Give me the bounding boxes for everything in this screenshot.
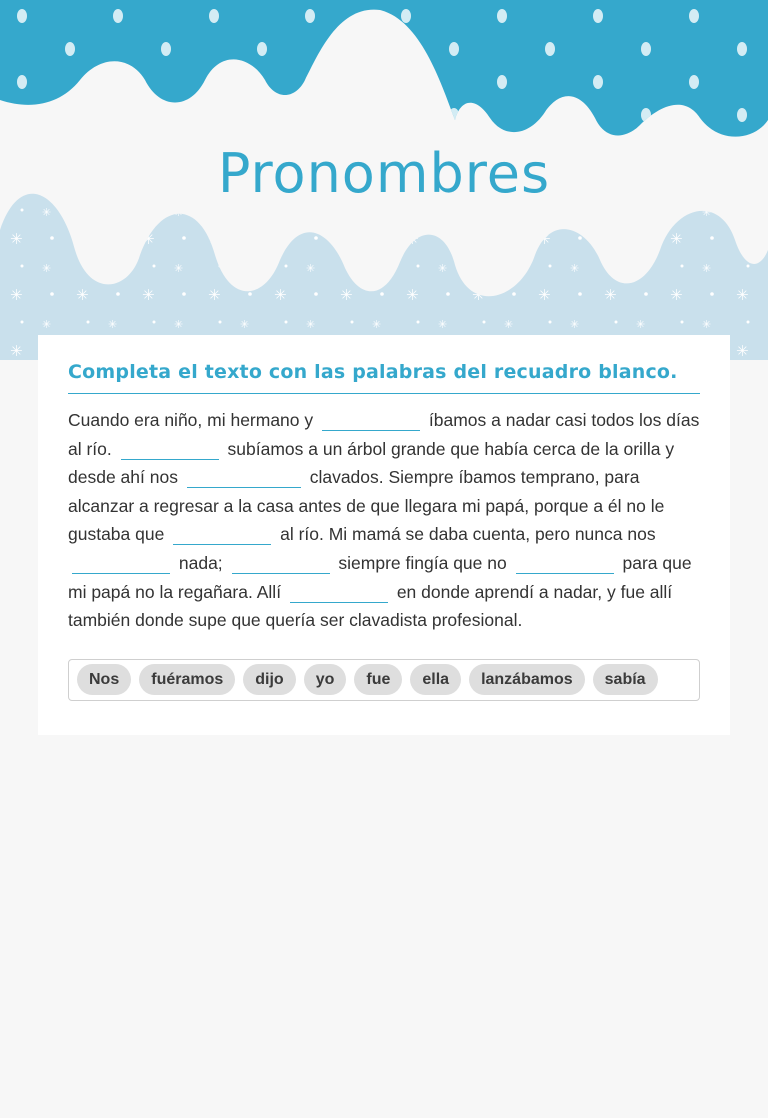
word-chip-lanzabamos[interactable]: lanzábamos <box>469 664 585 695</box>
word-chip-yo[interactable]: yo <box>304 664 347 695</box>
passage-segment: al río. Mi mamá se daba cuenta, pero nunca nos <box>280 524 656 545</box>
word-chip-fue[interactable]: fue <box>354 664 402 695</box>
header-banner <box>0 0 768 360</box>
blank-7[interactable] <box>516 553 614 574</box>
instruction-text: Completa el texto con las palabras del recuadro blanco. <box>68 361 700 394</box>
blank-4[interactable] <box>173 524 271 545</box>
blank-8[interactable] <box>290 582 388 603</box>
passage-segment: clavados. Siempre íbamos temprano, para alcanzar a regresar a la casa antes de que llegara mi papá, porque a él no le gustaba que <box>68 467 665 545</box>
blank-5[interactable] <box>72 553 170 574</box>
page-title: Pronombres <box>217 142 551 205</box>
passage-segment: íbamos a nadar casi todos los días al río. <box>68 410 700 459</box>
passage-segment: nada; <box>178 552 223 573</box>
exercise-card <box>38 335 730 735</box>
passage-segment: Cuando era niño, mi hermano y <box>68 410 314 430</box>
blank-6[interactable] <box>232 553 330 574</box>
word-chip-nos[interactable]: Nos <box>77 664 131 695</box>
word-chip-sabia[interactable]: sabía <box>593 664 658 695</box>
word-chip-dijo[interactable]: dijo <box>243 664 295 695</box>
word-chip-ella[interactable]: ella <box>410 664 461 695</box>
blank-3[interactable] <box>187 467 301 488</box>
blank-2[interactable] <box>121 439 219 460</box>
passage-segment: siempre fingía que no <box>338 552 507 573</box>
passage-text <box>68 406 700 635</box>
word-bank <box>68 659 700 701</box>
passage-segment: para que mi papá no la regañara. Allí <box>68 552 692 602</box>
word-chip-fueramos[interactable]: fuéramos <box>139 664 235 695</box>
passage-segment: en donde aprendí a nadar, y fue allí también donde supe que quería ser clavadista profesional. <box>68 581 673 631</box>
blank-1[interactable] <box>322 410 420 431</box>
passage-segment: subíamos a un árbol grande que había cerca de la orilla y desde ahí nos <box>68 438 675 488</box>
